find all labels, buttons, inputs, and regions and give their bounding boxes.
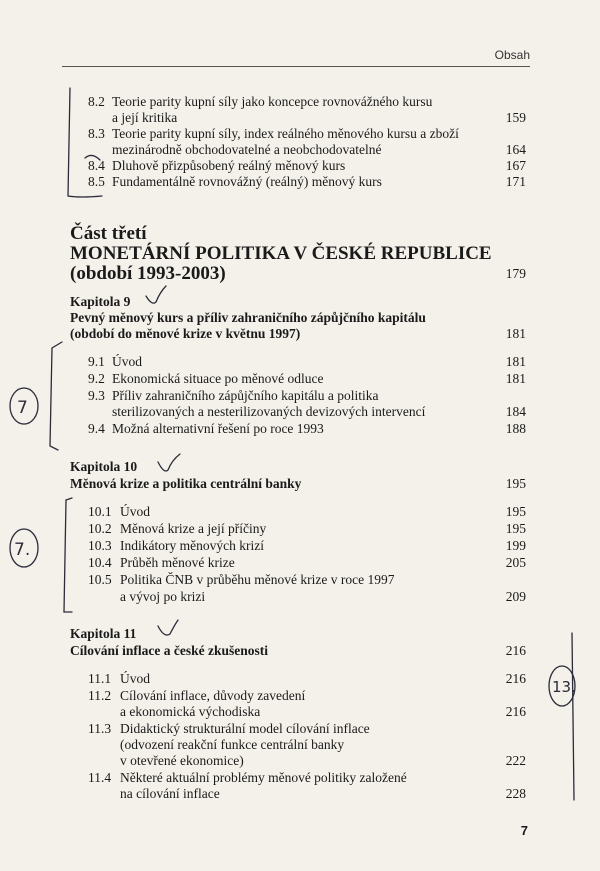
entry-title: Didaktický strukturální model cílování inflace <box>120 721 370 736</box>
pen-bracket-ch8 <box>68 88 102 197</box>
entry-title: Příliv zahraničního zápůjčního kapitálu a politika <box>112 388 379 403</box>
part-label: Část třetí <box>70 223 147 244</box>
pen-checkmark <box>158 454 180 471</box>
pen-note: 7. <box>14 540 31 560</box>
entry-title: na cílování inflace <box>120 786 220 801</box>
entry-number: 10.2 <box>88 521 112 536</box>
entry-number: 11.1 <box>88 671 112 686</box>
entry-page: 167 <box>505 158 526 173</box>
entry-page: 195 <box>505 521 526 536</box>
pen-bracket-ch9 <box>50 342 62 450</box>
entry-page: 188 <box>505 421 526 436</box>
entry-page: 181 <box>505 371 526 386</box>
entry-number: 10.1 <box>88 504 112 519</box>
entry-page: 216 <box>505 704 526 719</box>
entry-title: (odvození reakční funkce centrální banky <box>120 737 345 752</box>
entry-title: Teorie parity kupní síly, index reálného měnového kursu a zboží <box>112 126 459 141</box>
pen-margin-line <box>572 633 574 800</box>
entry-number: 10.4 <box>88 555 112 570</box>
entry-page: 184 <box>505 404 526 419</box>
entry-title: Možná alternativní řešení po roce 1993 <box>112 421 324 436</box>
entry-number: 11.4 <box>88 770 112 785</box>
pen-checkmark <box>158 620 178 635</box>
pen-checkmark <box>146 286 166 303</box>
entry-title: Průběh měnové krize <box>120 555 235 570</box>
entry-title: Indikátory měnových krizí <box>120 538 264 553</box>
entry-title: Úvod <box>120 671 150 686</box>
entry-title: Měnová krize a její příčiny <box>120 521 267 536</box>
chapter-label: Kapitola 11 <box>70 626 137 641</box>
entry-title: a ekonomická východiska <box>120 704 261 719</box>
entry-number: 9.1 <box>88 354 105 369</box>
chapter-title: Měnová krize a politika centrální banky <box>70 476 302 491</box>
entry-title: a vývoj po krizi <box>120 589 206 604</box>
entry-page: 181 <box>505 354 526 369</box>
page-number: 7 <box>520 823 528 838</box>
entry-page: 159 <box>505 110 526 125</box>
entry-title: Teorie parity kupní síly jako koncepce rovnovážného kursu <box>112 94 433 109</box>
entry-page: 164 <box>505 142 526 157</box>
chapter-page: 195 <box>505 476 526 491</box>
chapter-label: Kapitola 9 <box>70 294 131 309</box>
chapter-page: 181 <box>505 326 526 341</box>
part-subtitle: (období 1993-2003) <box>70 263 226 284</box>
entry-number: 8.5 <box>88 174 105 189</box>
entry-number: 9.2 <box>88 371 105 386</box>
entry-title: Ekonomická situace po měnové odluce <box>112 371 324 386</box>
entry-page: 195 <box>505 504 526 519</box>
pen-bracket-ch10 <box>64 498 72 612</box>
entry-number: 8.4 <box>88 158 105 173</box>
entry-number: 9.3 <box>88 388 105 403</box>
entry-title: sterilizovaných a nesterilizovaných devizových intervencí <box>112 404 426 419</box>
entry-number: 10.5 <box>88 572 112 587</box>
part-page: 179 <box>505 266 526 281</box>
pen-note: 13. <box>552 678 576 696</box>
entry-title: a její kritika <box>112 110 178 125</box>
entry-title: mezinárodně obchodovatelné a neobchodovatelné <box>112 142 382 157</box>
entry-number: 11.2 <box>88 688 112 703</box>
entry-page: 171 <box>505 174 526 189</box>
chapter-title: Pevný měnový kurs a příliv zahraničního zápůjčního kapitálu <box>70 310 426 325</box>
entry-page: 222 <box>505 753 526 768</box>
entry-page: 199 <box>505 538 526 553</box>
entry-title: Úvod <box>120 504 150 519</box>
entry-number: 8.3 <box>88 126 105 141</box>
entry-title: Fundamentálně rovnovážný (reálný) měnový kurs <box>112 174 382 189</box>
entry-page: 205 <box>505 555 526 570</box>
entry-title: Dluhově přizpůsobený reálný měnový kurs <box>112 158 346 173</box>
entry-number: 8.2 <box>88 94 105 109</box>
entry-number: 10.3 <box>88 538 112 553</box>
chapter-label: Kapitola 10 <box>70 459 138 474</box>
entry-page: 216 <box>505 671 526 686</box>
entry-title: Cílování inflace, důvody zavedení <box>120 688 306 703</box>
entry-title: Některé aktuální problémy měnové politiky založené <box>120 770 407 785</box>
running-head: Obsah <box>494 48 530 62</box>
pen-note: 7 <box>17 398 28 418</box>
entry-title: v otevřené ekonomice) <box>120 753 244 768</box>
entry-page: 228 <box>505 786 526 801</box>
entry-number: 9.4 <box>88 421 105 436</box>
chapter-title: Cílování inflace a české zkušenosti <box>70 643 268 658</box>
entry-number: 11.3 <box>88 721 112 736</box>
entry-title: Úvod <box>112 354 142 369</box>
entry-page: 209 <box>505 589 526 604</box>
pen-tick <box>85 155 100 160</box>
chapter-page: 216 <box>505 643 526 658</box>
chapter-title: (období do měnové krize v květnu 1997) <box>70 326 301 341</box>
part-title: MONETÁRNÍ POLITIKA V ČESKÉ REPUBLICE <box>70 243 492 264</box>
entry-title: Politika ČNB v průběhu měnové krize v roce 1997 <box>120 572 395 587</box>
